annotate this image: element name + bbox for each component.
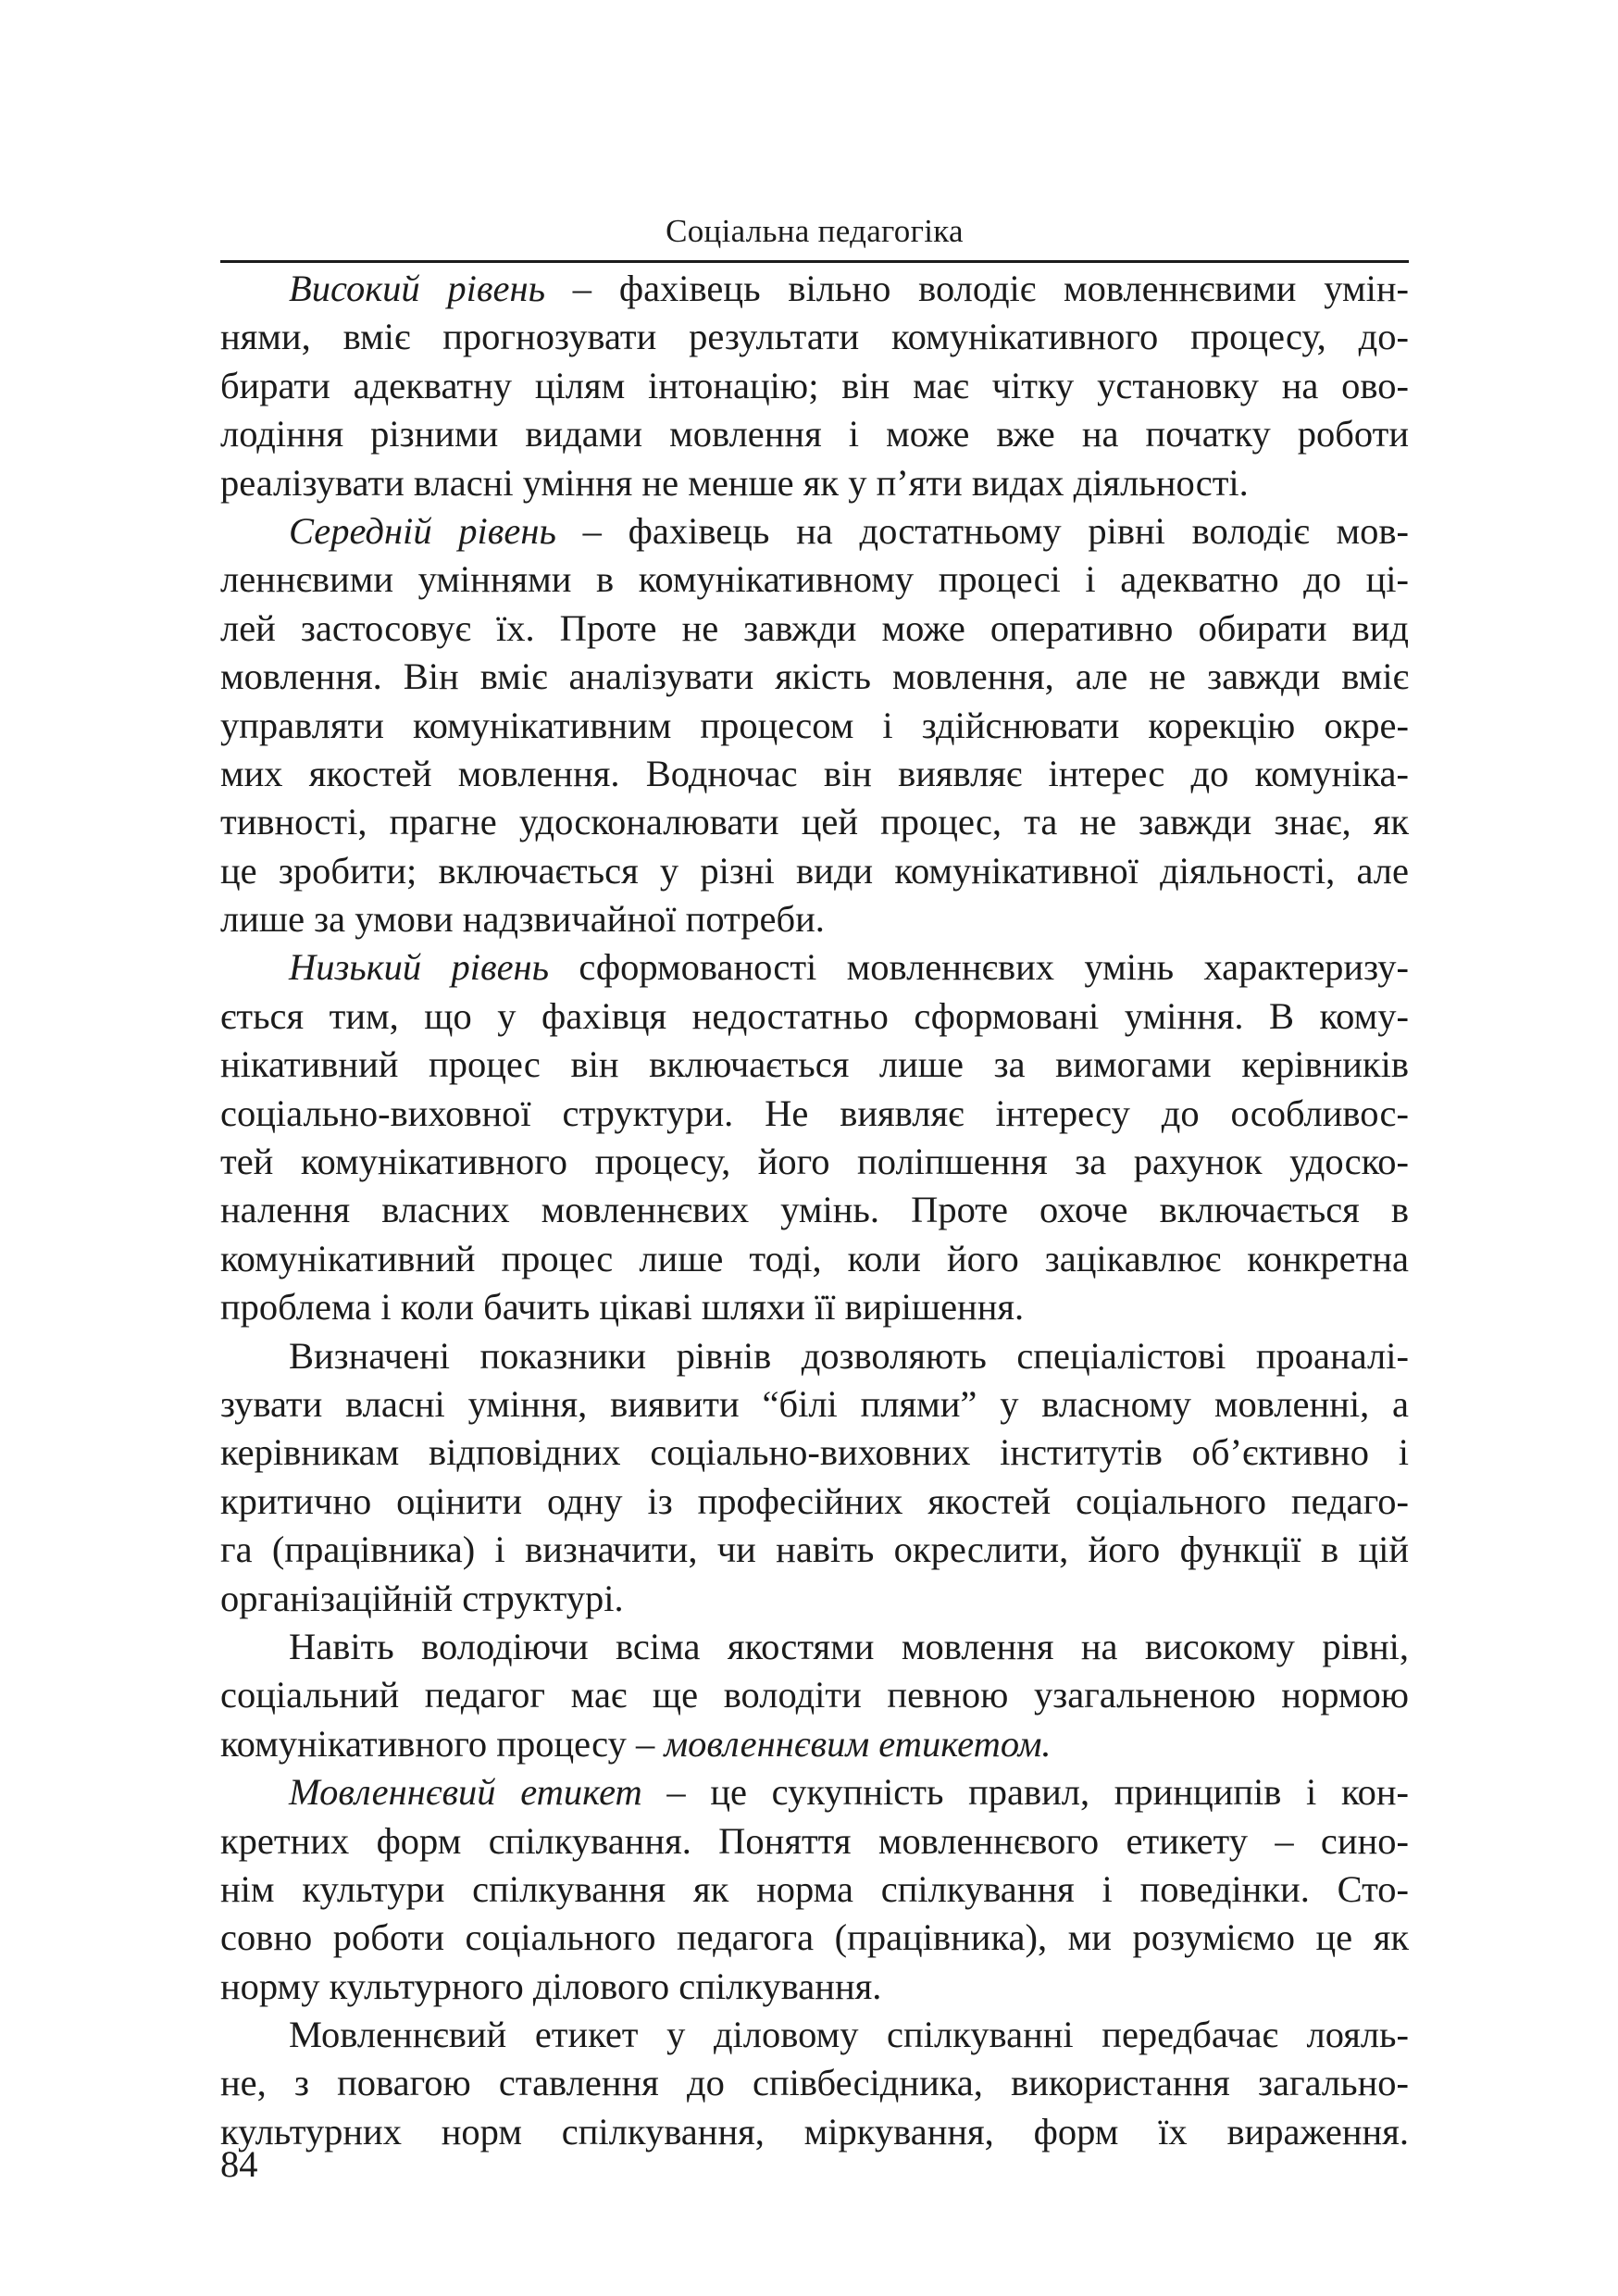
line-text: – фахівець на достатньому рівні володіє мов- xyxy=(555,509,1409,552)
emphasized-term: мовленнєвим етикетом. xyxy=(664,1722,1052,1765)
line-text: Навіть володіючи всіма якостями мовлення на високому рівні, xyxy=(289,1625,1409,1667)
emphasized-term: Середній рівень xyxy=(289,509,556,552)
paragraph xyxy=(220,1768,1409,2011)
text-line xyxy=(220,507,1409,555)
text-line xyxy=(220,1866,1409,1914)
line-text: комунікативний процес лише тоді, коли його зацікавлює конкретна xyxy=(220,1237,1409,1279)
paragraph xyxy=(220,507,1409,944)
body-text xyxy=(220,265,1409,2156)
text-line xyxy=(220,1671,1409,1719)
text-line xyxy=(220,1332,1409,1380)
line-text: налення власних мовленнєвих умінь. Проте охоче включається в xyxy=(220,1189,1409,1231)
line-text: тивності, прагне удосконалювати цей процес, та не завжди знає, як xyxy=(220,801,1409,843)
running-header: Соціальна педагогіка xyxy=(666,213,964,249)
text-line xyxy=(220,1090,1409,1138)
line-text: бирати адекватну цілям інтонацію; він має чітку установку на ово- xyxy=(220,364,1409,406)
line-text: керівникам відповідних соціально-виховних інститутів об’єктивно і xyxy=(220,1431,1409,1474)
text-line xyxy=(220,1283,1409,1331)
text-line xyxy=(220,459,1409,507)
text-line xyxy=(220,1380,1409,1429)
line-text: тей комунікативного процесу, його поліпшення за рахунок удоско- xyxy=(220,1141,1409,1183)
line-text: лей застосовує їх. Проте не завжди може оперативно обирати вид xyxy=(220,606,1409,649)
text-line xyxy=(220,1235,1409,1283)
line-text: кретних форм спілкування. Поняття мовленнєвого етикету – сино- xyxy=(220,1819,1409,1862)
text-line xyxy=(220,1138,1409,1186)
text-line xyxy=(220,313,1409,361)
text-line xyxy=(220,1186,1409,1234)
text-line xyxy=(220,265,1409,313)
line-text: зувати власні уміння, виявити “білі плями” у власному мовленні, а xyxy=(220,1382,1409,1425)
text-line xyxy=(220,1575,1409,1623)
text-line xyxy=(220,1720,1409,1768)
line-text: нім культури спілкування як норма спілкування і поведінки. Сто- xyxy=(220,1867,1409,1910)
line-text: – фахівець вільно володіє мовленнєвими умін- xyxy=(545,268,1409,309)
paragraph xyxy=(220,1332,1409,1623)
text-line xyxy=(220,2011,1409,2059)
text-line xyxy=(220,750,1409,798)
line-text: критично оцінити одну із професійних якостей соціального педаго- xyxy=(220,1479,1409,1522)
line-text: сформованості мовленнєвих умінь характеризу- xyxy=(549,946,1409,989)
line-text: не, з повагою ставлення до співбесідника, використання загально- xyxy=(220,2062,1409,2104)
text-line xyxy=(220,2059,1409,2107)
line-text: комунікативного процесу – xyxy=(220,1722,665,1765)
text-line xyxy=(220,895,1409,943)
line-text: соціально-виховної структури. Не виявляє інтересу до особливос- xyxy=(220,1092,1409,1134)
page-number: 84 xyxy=(220,2143,258,2185)
line-text: леннєвими уміннями в комунікативному процесі і адекватно до ці- xyxy=(220,558,1409,601)
line-text: лодіння різними видами мовлення і може вже на початку роботи xyxy=(220,413,1409,455)
line-text: га (працівника) і визначити, чи навіть окреслити, його функції в цій xyxy=(220,1529,1409,1571)
emphasized-term: Високий рівень xyxy=(289,268,546,309)
text-line xyxy=(220,943,1409,992)
paragraph xyxy=(220,1623,1409,1768)
line-text: нями, вміє прогнозувати результати комунікативного процесу, до- xyxy=(220,316,1409,358)
text-line xyxy=(220,1817,1409,1866)
line-text: реалізувати власні уміння не менше як у п’яти видах діяльності. xyxy=(220,461,1249,504)
text-line xyxy=(220,362,1409,410)
line-text: організаційній структурі. xyxy=(220,1577,624,1619)
line-text: совно роботи соціального педагога (працівника), ми розуміємо це як xyxy=(220,1916,1409,1959)
line-text: управляти комунікативним процесом і здійснювати корекцію окре- xyxy=(220,704,1409,746)
text-line xyxy=(220,1768,1409,1816)
line-text: мих якостей мовлення. Водночас він виявляє інтерес до комуніка- xyxy=(220,752,1409,794)
text-line xyxy=(220,798,1409,846)
line-text: – це сукупність правил, принципів і кон- xyxy=(641,1771,1409,1814)
line-text: ється тим, що у фахівця недостатньо сформовані уміння. В кому- xyxy=(220,994,1409,1037)
paragraph xyxy=(220,2011,1409,2156)
paragraph xyxy=(220,943,1409,1331)
text-line xyxy=(220,992,1409,1041)
text-line xyxy=(220,1623,1409,1671)
header-rule xyxy=(220,260,1409,263)
text-line xyxy=(220,1526,1409,1574)
text-line xyxy=(220,605,1409,653)
text-line xyxy=(220,1041,1409,1089)
line-text: це зробити; включається у різні види комунікативної діяльності, але xyxy=(220,849,1409,892)
text-line xyxy=(220,702,1409,750)
text-line xyxy=(220,1914,1409,1962)
text-line xyxy=(220,2108,1409,2156)
line-text: норму культурного ділового спілкування. xyxy=(220,1965,882,2007)
text-line xyxy=(220,555,1409,604)
line-text: проблема і коли бачить цікаві шляхи її вирішення. xyxy=(220,1286,1025,1329)
text-line xyxy=(220,1478,1409,1526)
text-line xyxy=(220,1429,1409,1477)
line-text: нікативний процес він включається лише за вимогами керівників xyxy=(220,1043,1409,1086)
line-text: мовлення. Він вміє аналізувати якість мовлення, але не завжди вміє xyxy=(220,655,1409,698)
text-line xyxy=(220,410,1409,458)
text-line xyxy=(220,847,1409,895)
line-text: лише за умови надзвичайної потреби. xyxy=(220,898,825,941)
emphasized-term: Мовленнєвий етикет xyxy=(289,1771,642,1814)
text-line xyxy=(220,653,1409,701)
line-text: соціальний педагог має ще володіти певною узагальненою нормою xyxy=(220,1674,1409,1716)
line-text: Мовленнєвий етикет у діловому спілкуванні передбачає лояль- xyxy=(289,2014,1409,2056)
emphasized-term: Низький рівень xyxy=(289,946,550,989)
paragraph xyxy=(220,265,1409,507)
line-text: Визначені показники рівнів дозволяють спеціалістові проаналі- xyxy=(289,1334,1409,1377)
line-text: культурних норм спілкування, міркування, форм їх вираження. xyxy=(220,2110,1409,2152)
text-line xyxy=(220,1963,1409,2011)
